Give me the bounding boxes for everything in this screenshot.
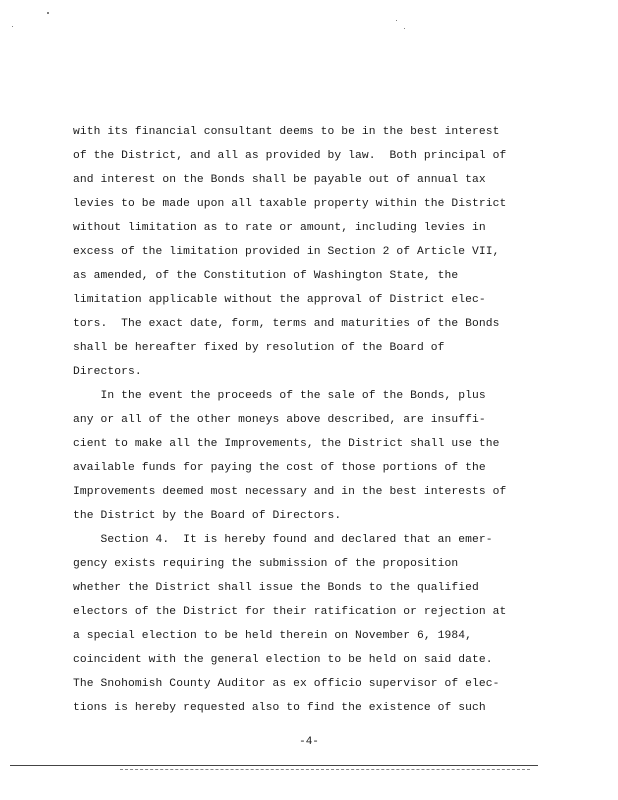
text-line: tions is hereby requested also to find the existence of such	[73, 702, 486, 714]
text-line: cient to make all the Improvements, the District shall use the	[73, 438, 500, 450]
text-line: of the District, and all as provided by law. Both principal of	[73, 150, 507, 162]
text-line: gency exists requiring the submission of the proposition	[73, 558, 459, 570]
text-line: the District by the Board of Directors.	[73, 510, 342, 522]
text-line: whether the District shall issue the Bonds to the qualified	[73, 582, 479, 594]
text-line: and interest on the Bonds shall be payable out of annual tax	[73, 174, 486, 186]
text-line: without limitation as to rate or amount, including levies in	[73, 222, 486, 234]
page-number: -4-	[299, 736, 319, 748]
text-line: electors of the District for their ratification or rejection at	[73, 606, 507, 618]
footer-scan-line	[120, 769, 530, 770]
text-line: In the event the proceeds of the sale of the Bonds, plus	[73, 390, 486, 402]
text-line: limitation applicable without the approval of District elec-	[73, 294, 486, 306]
footer-rule	[10, 765, 538, 766]
scan-speck	[404, 28, 405, 29]
scan-speck	[12, 26, 13, 27]
body-text	[73, 120, 543, 720]
text-line: shall be hereafter fixed by resolution of the Board of	[73, 342, 445, 354]
text-line: coincident with the general election to be held on said date.	[73, 654, 493, 666]
text-line: Section 4. It is hereby found and declared that an emer-	[73, 534, 493, 546]
text-line: with its financial consultant deems to be in the best interest	[73, 126, 500, 138]
text-line: Directors.	[73, 366, 142, 378]
scan-speck	[47, 12, 49, 14]
text-line: available funds for paying the cost of those portions of the	[73, 462, 486, 474]
text-line: The Snohomish County Auditor as ex officio supervisor of elec-	[73, 678, 500, 690]
text-line: levies to be made upon all taxable property within the District	[73, 198, 507, 210]
text-line: a special election to be held therein on November 6, 1984,	[73, 630, 472, 642]
text-line: any or all of the other moneys above described, are insuffi-	[73, 414, 486, 426]
text-line: Improvements deemed most necessary and in the best interests of	[73, 486, 507, 498]
scan-speck	[396, 20, 397, 21]
text-line: as amended, of the Constitution of Washington State, the	[73, 270, 459, 282]
text-line: excess of the limitation provided in Section 2 of Article VII,	[73, 246, 500, 258]
text-line: tors. The exact date, form, terms and maturities of the Bonds	[73, 318, 500, 330]
